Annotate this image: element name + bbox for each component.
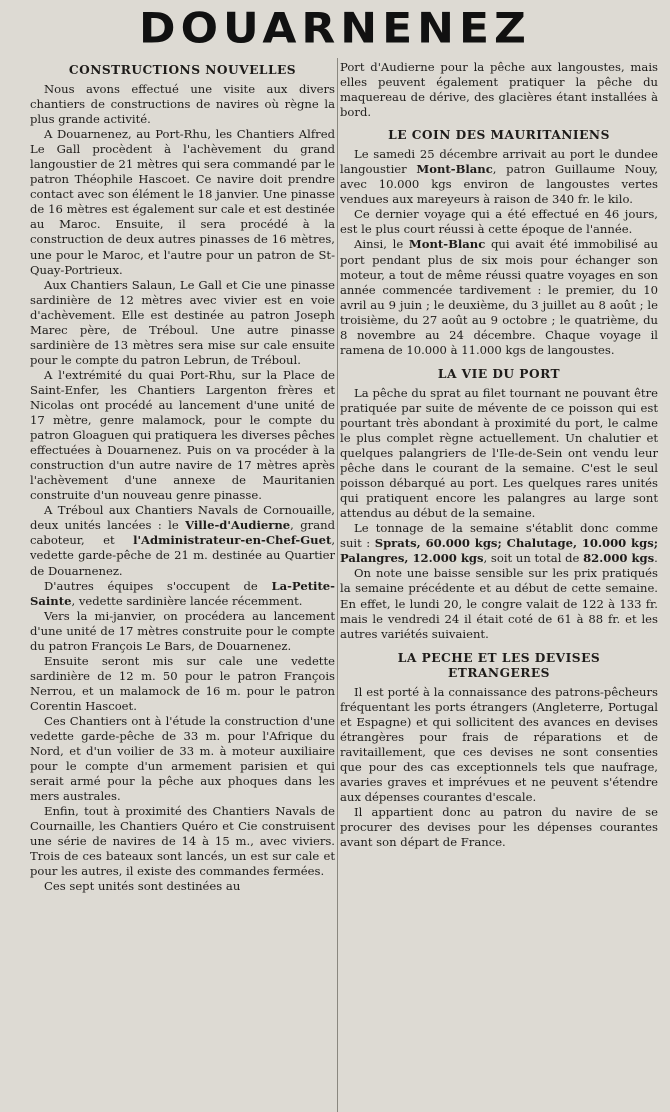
column-divider (337, 58, 338, 1112)
paragraph (340, 237, 658, 357)
paragraph (340, 521, 658, 566)
section-heading-devises-line2: ETRANGERES (447, 665, 550, 680)
paragraph (30, 579, 335, 609)
masthead-title: DOUARNENEZ (139, 3, 531, 53)
text-run: , soit un total de (483, 551, 584, 566)
right-column (340, 60, 658, 1112)
text-run: D'autres équipes s'occupent de (44, 578, 272, 593)
ship-name: Ville-d'Audierne (185, 518, 291, 533)
paragraph-continued: Port d'Audierne pour la pêche aux langoustes, mais elles peuvent également pratiquer la pêche du maquereau de dérive, des glacières étant installées à bord. (340, 60, 658, 120)
text-run: Ainsi, le (354, 237, 409, 252)
ship-name: Mont-Blanc (408, 237, 486, 252)
text-run: , vedette garde-pêche de 21 m. destinée au Quartier de Douarnenez. (30, 533, 335, 578)
text-run: Le samedi 25 décembre arrivait au port le dundee langoustier (340, 147, 658, 177)
text-run: , vedette sardinière lancée récemment. (71, 593, 303, 608)
paragraph: A l'extrémité du quai Port-Rhu, sur la Place de Saint-Enfer, les Chantiers Largenton frères et Nicolas ont procédé au lancement d'une unité de 17 mètre, genre malamock, pour le compte du patron Gloaguen qui pratiquera les diverses pêches effectuées à Douarnenez. Puis on va procéder à la construction d'un autre navire de 17 mètres après l'achèvement d'une annexe de Mauritanien construite d'un nouveau genre pinasse. (30, 367, 335, 503)
paragraph: Enfin, tout à proximité des Chantiers Navals de Cournaille, les Chantiers Quéro et Cie construisent une série de navires de 14 à 15 m., avec viviers. Trois de ces bateaux sont lancés, un est sur cale et pour les autres, il existe des commandes fermées. (30, 804, 335, 879)
section-heading-mauritaniens: LE COIN DES MAURITANIENS (388, 128, 610, 143)
left-column (30, 60, 335, 1112)
ship-name: l'Administrateur-en-Chef-Guet (133, 533, 332, 548)
paragraph: Il appartient donc au patron du navire de se procurer des devises pour les dépenses courantes avant son départ de France. (340, 805, 658, 850)
paragraph: A Douarnenez, au Port-Rhu, les Chantiers Alfred Le Gall procèdent à l'achèvement du grand langoustier de 21 mètres qui sera commandé par le patron Théophile Hascoet. Ce navire doit prendre contact avec son élément le 18 janvier. Une pinasse de 16 mètres est également sur cale et est destinée au Maroc. Ensuite, il sera procédé à la construction de deux autres pinasses de 16 mètres, une pour le Maroc, et l'autre pour un patron de St-Quay-Portrieux. (30, 127, 335, 277)
paragraph: Ces sept unités sont destinées au (44, 879, 241, 894)
paragraph: Nous avons effectué une visite aux divers chantiers de constructions de navires où règne la plus grande activité. (30, 82, 335, 127)
tonnage-total: 82.000 kgs (583, 551, 655, 566)
text-run: . (654, 551, 658, 566)
paragraph: Ces Chantiers ont à l'étude la construction d'une vedette garde-pêche de 33 m. pour l'Afrique du Nord, et d'un voilier de 33 m. à moteur auxiliaire pour le compte d'un armement parisien et qui serait armé pour la pêche aux phoques dans les mers australes. (30, 713, 335, 804)
paragraph (30, 503, 335, 578)
text-run: qui avait été immobilisé au port pendant plus de six mois pour échanger son moteur, a tout de même réussi quatre voyages en son année commencée tardivement : le premier, du 10 avril au 9 juin ; le deuxième, du 3 juillet au 8 août ; le troisième, du 27 août au 9 octobre ; le quatrième, du 8 novembre au 24 décembre. Chaque voyage il ramena de 10.000 à 11.000 kgs de langoustes. (340, 237, 658, 357)
paragraph: Ensuite seront mis sur cale une vedette sardinière de 12 m. 50 pour le patron François Nerrou, et un malamock de 16 m. pour le patron Corentin Hascoet. (30, 653, 335, 713)
text-run: A Tréboul aux Chantiers Navals de Cornouaille, deux unités lancées : le (30, 503, 335, 533)
section-heading-constructions: CONSTRUCTIONS NOUVELLES (68, 63, 297, 77)
masthead (0, 0, 670, 56)
paragraph: On note une baisse sensible sur les prix pratiqués la semaine précédente et au début de cette semaine. En effet, le lundi 20, le congre valait de 122 à 133 fr. mais le vendredi 24 il était coté de 61 à 88 fr. et les autres variétés suivaient. (340, 566, 658, 641)
text-run: , grand caboteur, et (30, 518, 335, 548)
text-run: Le tonnage de la semaine s'établit donc comme suit : (340, 521, 658, 551)
paragraph: Il est porté à la connaissance des patrons-pêcheurs fréquentant les ports étrangers (Angleterre, Portugal et Espagne) et qui sollicitent des avances en devises étrangères pour frais de réparations et de ravitaillement, que ces devises ne sont consenties que pour des cas exceptionnels tels que naufrage, avaries graves et imprévues et ne peuvent s'étendre aux dépenses courantes d'escale. (340, 684, 658, 804)
ship-name: Mont-Blanc (416, 162, 493, 177)
section-heading-vie-du-port: LA VIE DU PORT (437, 366, 561, 381)
paragraph: La pêche du sprat au filet tournant ne pouvant être pratiquée par suite de mévente de ce poisson qui est pourtant très abondant à proximité du port, le calme le plus complet règne actuellement. Un chalutier et quelques palangriers de l'Ile-de-Sein ont vendu leur pêche dans le courant de la semaine. C'est le seul poisson débarqué au port. Les quelques rares unités qui pratiquent encore les palangres au large sont attendus au début de la semaine. (340, 385, 658, 521)
text-run: , patron Guillaume Nouy, avec 10.000 kgs environ de langoustes vertes vendues aux mareyeurs à raison de 340 fr. le kilo. (340, 162, 658, 207)
ship-name: La-Petite-Sainte (30, 578, 335, 608)
section-heading-devises: LA PECHE ET LES DEVISES (397, 650, 601, 665)
paragraph: Aux Chantiers Salaun, Le Gall et Cie une pinasse sardinière de 12 mètres avec vivier est en voie d'achèvement. Elle est destinée au patron Joseph Marec père, de Tréboul. Une autre pinasse sardinière de 13 mètres sera mise sur cale ensuite pour le compte du patron Lebrun, de Tréboul. (30, 277, 335, 367)
paragraph: Ce dernier voyage qui a été effectué en 46 jours, est le plus court réussi à cette époque de l'année. (340, 207, 658, 237)
paragraph: Vers la mi-janvier, on procédera au lancement d'une unité de 17 mètres construite pour le compte du patron François Le Bars, de Douarnenez. (30, 608, 335, 653)
paragraph (340, 147, 658, 207)
tonnage-figures: Sprats, 60.000 kgs; Chalutage, 10.000 kgs; Palangres, 12.000 kgs (340, 536, 658, 566)
